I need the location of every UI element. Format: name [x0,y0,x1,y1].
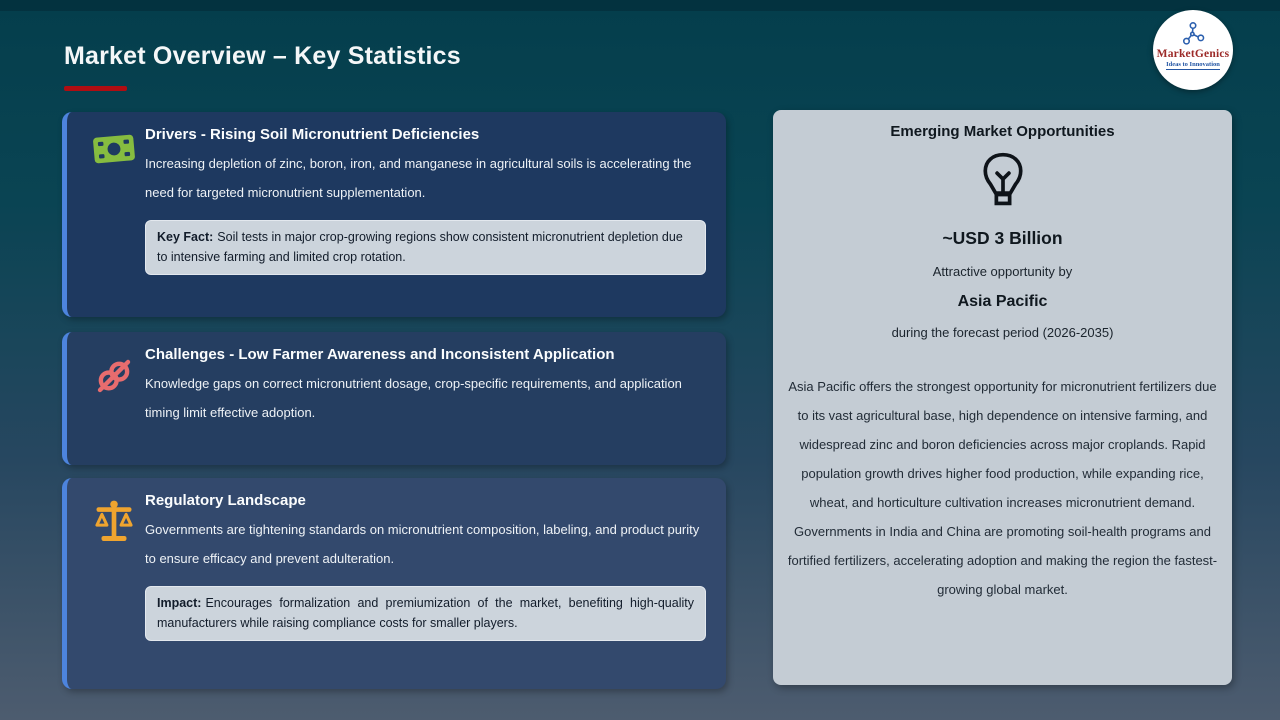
card-challenges [62,332,726,465]
callout-label: Key Fact: [157,230,214,244]
opportunity-period: during the forecast period (2026-2035) [891,325,1114,340]
page-title: Market Overview – Key Statistics [64,42,461,70]
opportunity-value: ~USD 3 Billion [942,228,1063,248]
card-title: Regulatory Landscape [145,492,306,509]
top-strip [0,0,1280,11]
logo-tagline: Ideas to Innovation [1166,61,1220,68]
card-regulatory [62,478,726,689]
card-drivers [62,112,726,317]
logo [1153,10,1233,90]
card-title: Drivers - Rising Soil Micronutrient Deficiencies [145,126,480,143]
opportunity-region: Asia Pacific [957,293,1048,310]
key-fact-box [145,220,706,275]
card-body: Increasing depletion of zinc, boron, iron, and manganese in agricultural soils is accelerating the need for targeted micronutrient supplementation. [145,156,692,200]
unlink-icon [91,355,137,402]
impact-box [145,586,706,641]
callout-text: Soil tests in major crop-growing regions show consistent micronutrient depletion due to intensive farming and limited crop rotation. [157,230,683,264]
opportunity-description: Asia Pacific offers the strongest opportunity for micronutrient fertilizers due to its vast agricultural base, high dependence on intensive farming, and widespread zinc and boron deficiencies across major croplands. Rapid population growth drives higher food production, while expanding rice, wheat, and horticulture cultivation increases micronutrient demand. Governments in India and China are promoting soil-health programs and fortified fertilizers, accelerating adoption and making the region the fastest-growing global market. [787,379,1218,597]
callout-text: Encourages formalization and premiumization of the market, benefiting high-quality manufacturers while raising compliance costs for smaller players. [157,596,694,630]
card-body: Knowledge gaps on correct micronutrient dosage, crop-specific requirements, and application timing limit effective adoption. [145,376,682,420]
logo-name: MarketGenics [1156,48,1230,60]
molecule-icon [1180,21,1206,47]
card-body: Governments are tightening standards on micronutrient composition, labeling, and product purity to ensure efficacy and prevent adulteration. [145,522,700,566]
lightbulb-icon [773,151,1232,213]
banknote-icon [91,131,137,172]
title-underline [64,86,127,91]
callout-label: Impact: [157,596,202,610]
scales-icon [91,499,137,548]
card-title: Challenges - Low Farmer Awareness and Inconsistent Application [145,346,615,363]
opportunity-panel [773,110,1232,685]
opportunity-subtitle: Attractive opportunity by [932,264,1073,279]
key-statistics-cards [62,112,726,689]
panel-title: Emerging Market Opportunities [890,123,1115,140]
